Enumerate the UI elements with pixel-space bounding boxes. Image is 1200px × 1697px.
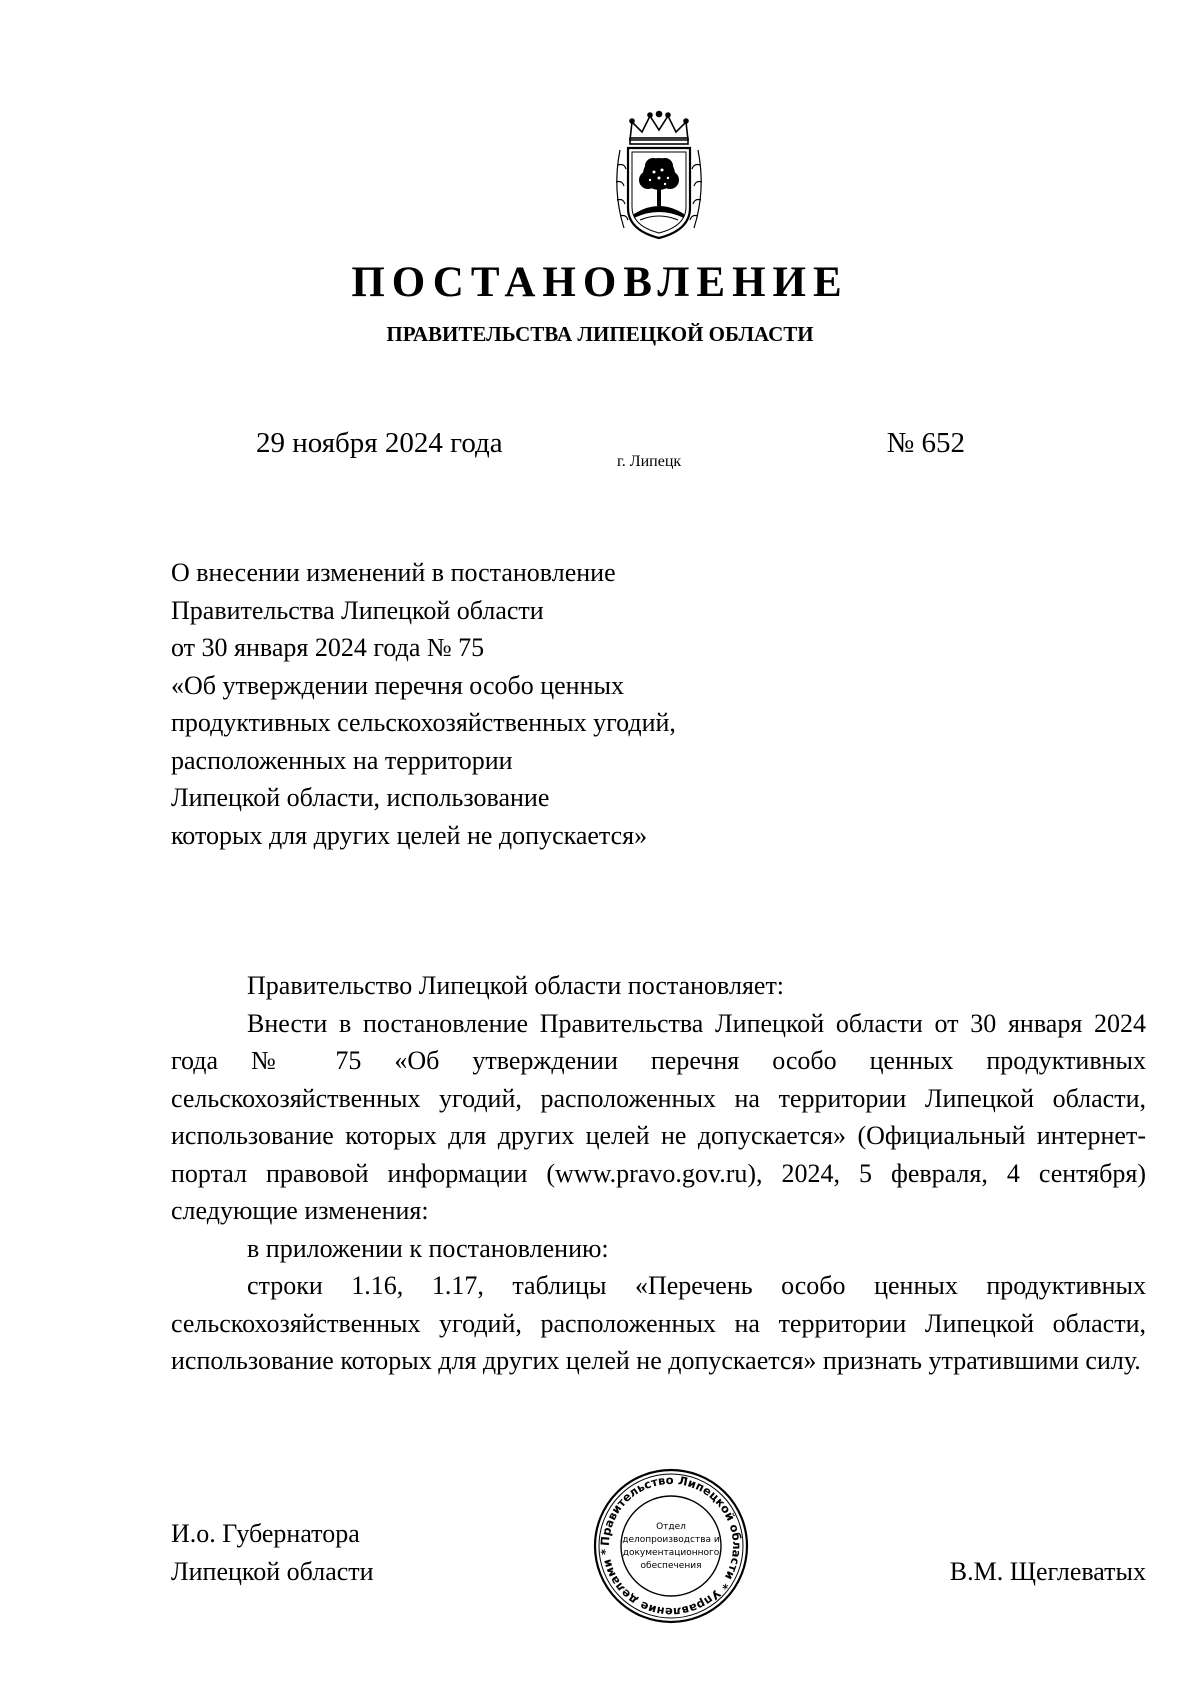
signer-position-line: И.о. Губернатора xyxy=(171,1519,360,1548)
official-stamp-icon xyxy=(592,1467,750,1625)
heading-line: от 30 января 2024 года № 75 xyxy=(171,633,485,662)
document-title: ПОСТАНОВЛЕНИЕ xyxy=(351,259,849,306)
coat-of-arms-icon xyxy=(610,110,708,245)
stamp-ring-text: Правительство Липецкой области * Управление делами * xyxy=(597,1472,745,1620)
document-date: 29 ноября 2024 года xyxy=(256,427,503,459)
stamp-center-line: Отдел xyxy=(656,1522,686,1532)
document-body xyxy=(171,967,1146,1380)
heading-line: О внесении изменений в постановление xyxy=(171,558,616,587)
heading-line: расположенных на территории xyxy=(171,745,513,775)
document-heading xyxy=(171,554,676,854)
signer-position xyxy=(171,1515,374,1591)
stamp-center-line: делопроизводства и xyxy=(622,1535,720,1545)
stamp-center-line: обеспечения xyxy=(640,1561,702,1571)
heading-line: которых для других целей не допускается» xyxy=(171,820,648,850)
document-city: г. Липецк xyxy=(617,453,682,470)
body-paragraph: в приложении к постановлению: xyxy=(247,1233,609,1263)
heading-line: Правительства Липецкой области xyxy=(171,595,544,625)
heading-line: Липецкой области, использование xyxy=(171,783,550,812)
signer-name: В.М. Щеглеватых xyxy=(949,1557,1146,1586)
signer-position-line: Липецкой области xyxy=(171,1557,374,1586)
stamp-center-line: документационного xyxy=(622,1548,720,1558)
body-paragraph: Правительство Липецкой области постановляет: xyxy=(247,971,785,1000)
body-paragraph: строки 1.16, 1.17, таблицы «Перечень особо ценных продуктивных сельскохозяйственных угодий, расположенных на территории Липецкой области, использование которых для других целей не допускается» признать утратившими силу. xyxy=(171,1271,1146,1375)
heading-line: продуктивных сельскохозяйственных угодий, xyxy=(171,708,676,737)
document-number: № 652 xyxy=(886,427,965,459)
heading-line: «Об утверждении перечня особо ценных xyxy=(171,670,624,700)
body-paragraph: Внести в постановление Правительства Липецкой области от 30 января 2024 года № 75 «Об утверждении перечня особо ценных продуктивных сельскохозяйственных угодий, расположенных на территории Липецкой области, использование которых для других целей не допускается» (Официальный интернет-портал правовой информации (www.pravo.gov.ru), 2024, 5 февраля, 4 сентября) следующие изменения: xyxy=(171,1008,1146,1225)
document-subtitle: ПРАВИТЕЛЬСТВА ЛИПЕЦКОЙ ОБЛАСТИ xyxy=(386,322,814,346)
